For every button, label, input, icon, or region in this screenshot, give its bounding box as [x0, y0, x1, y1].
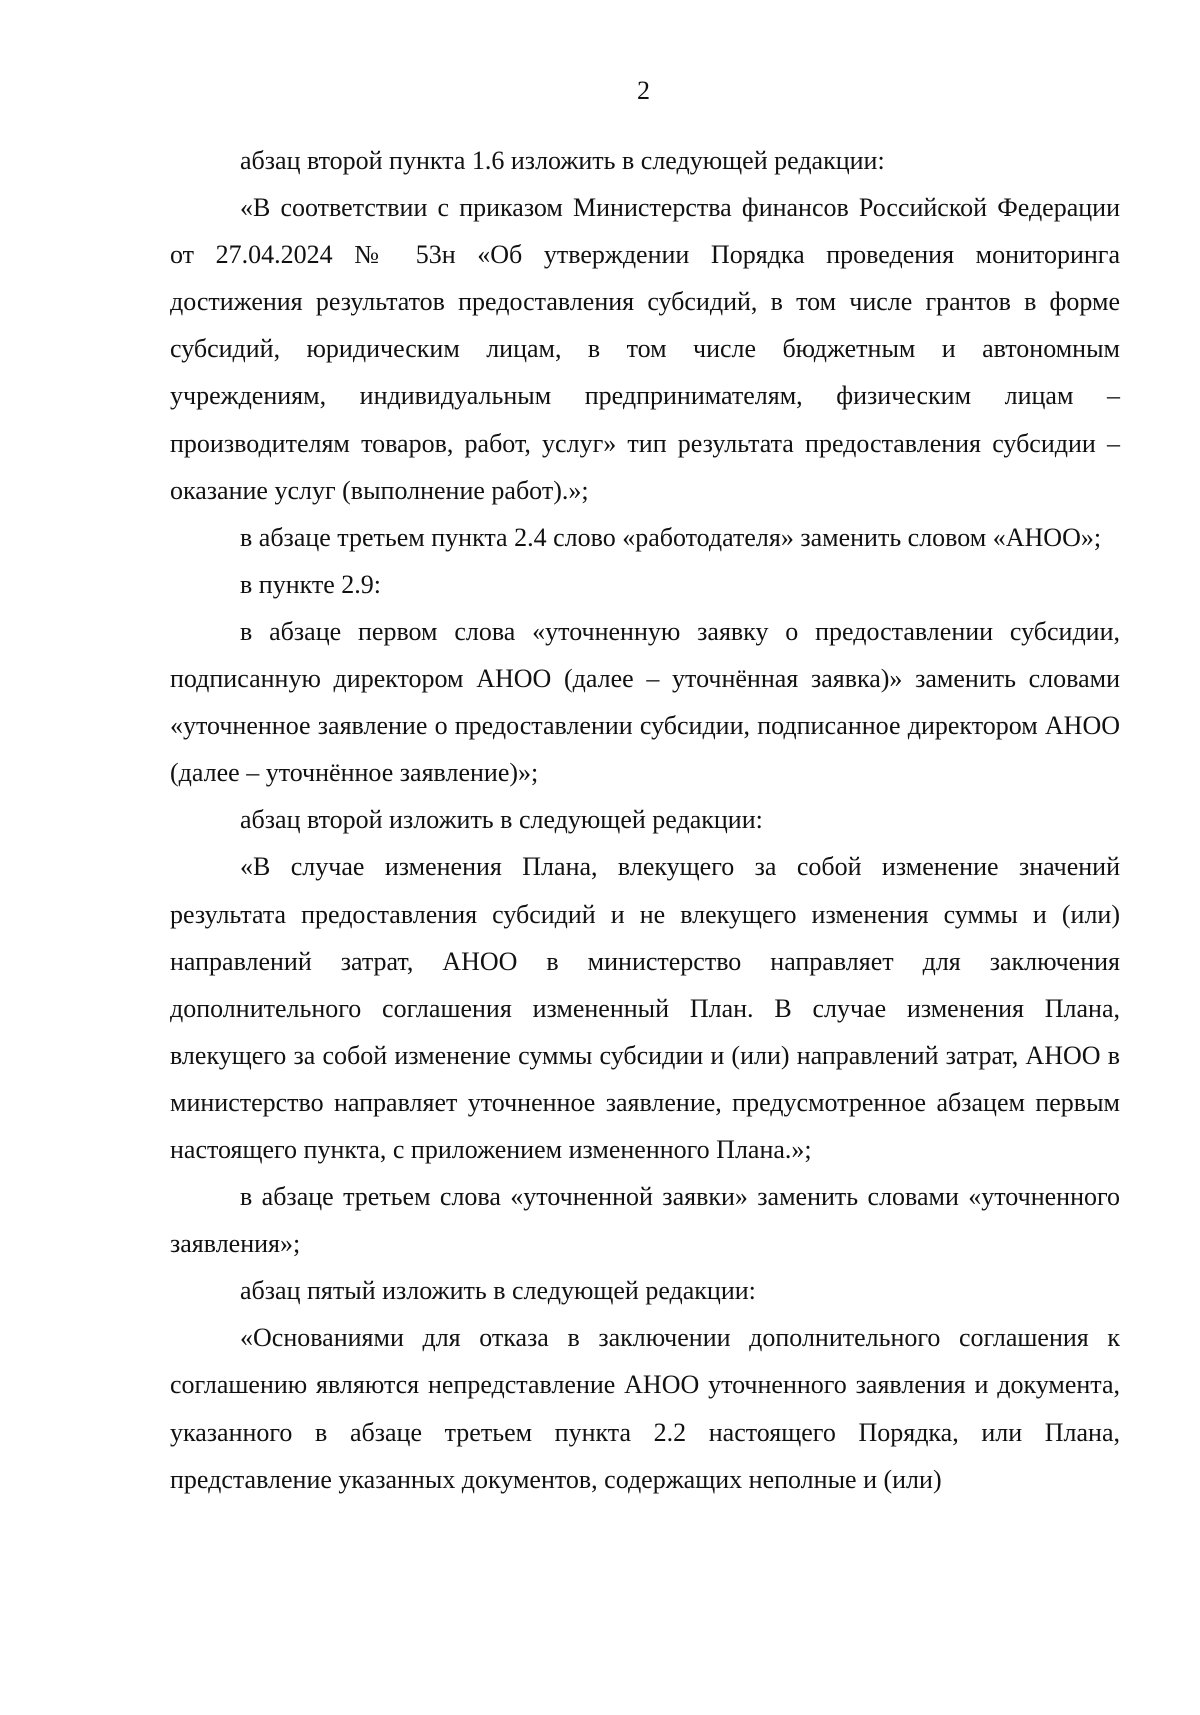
paragraph: в пункте 2.9:: [240, 569, 382, 599]
paragraph: «В соответствии с приказом Министерства финансов Российской Федерации от 27.04.2024 № 53н «Об утверждении Порядка проведения мониторинга достижения результатов предоставления субсидий, в том числе грантов в форме субсидий, юридическим лицам, в том числе бюджетным и автономным учреждениям, индивидуальным предпринимателям, физическим лицам – производителям товаров, работ, услуг» тип результата предоставления субсидии – оказание услуг (выполнение работ).»;: [170, 193, 1120, 505]
paragraph: абзац второй пункта 1.6 изложить в следующей редакции:: [240, 146, 885, 175]
page-number: 2: [637, 76, 650, 105]
paragraph: «В случае изменения Плана, влекущего за собой изменение значений результата предоставления субсидий и не влекущего изменения суммы и (или) направлений затрат, АНОО в министерство направляет для заключения дополнительного соглашения измененный План. В случае изменения Плана, влекущего за собой изменение суммы субсидии и (или) направлений затрат, АНОО в министерство направляет уточненное заявление, предусмотренное абзацем первым настоящего пункта, с приложением измененного Плана.»;: [170, 852, 1120, 1164]
paragraph: абзац пятый изложить в следующей редакции:: [240, 1276, 756, 1306]
paragraph: в абзаце третьем слова «уточненной заявки» заменить словами «уточненного заявления»;: [170, 1182, 1120, 1259]
document-body: [170, 137, 1120, 1503]
paragraph: абзац второй изложить в следующей редакции:: [240, 805, 763, 835]
paragraph: «Основаниями для отказа в заключении дополнительного соглашения к соглашению являются непредставление АНОО уточненного заявления и документа, указанного в абзаце третьем пункта 2.2 настоящего Порядка, или Плана, представление указанных документов, содержащих неполные и (или): [170, 1323, 1120, 1494]
paragraph: в абзаце третьем пункта 2.4 слово «работодателя» заменить словом «АНОО»;: [240, 522, 1102, 552]
paragraph: в абзаце первом слова «уточненную заявку о предоставлении субсидии, подписанную директором АНОО (далее – уточнённая заявка)» заменить словами «уточненное заявление о предоставлении субсидии, подписанное директором АНОО (далее – уточнённое заявление)»;: [170, 616, 1120, 788]
